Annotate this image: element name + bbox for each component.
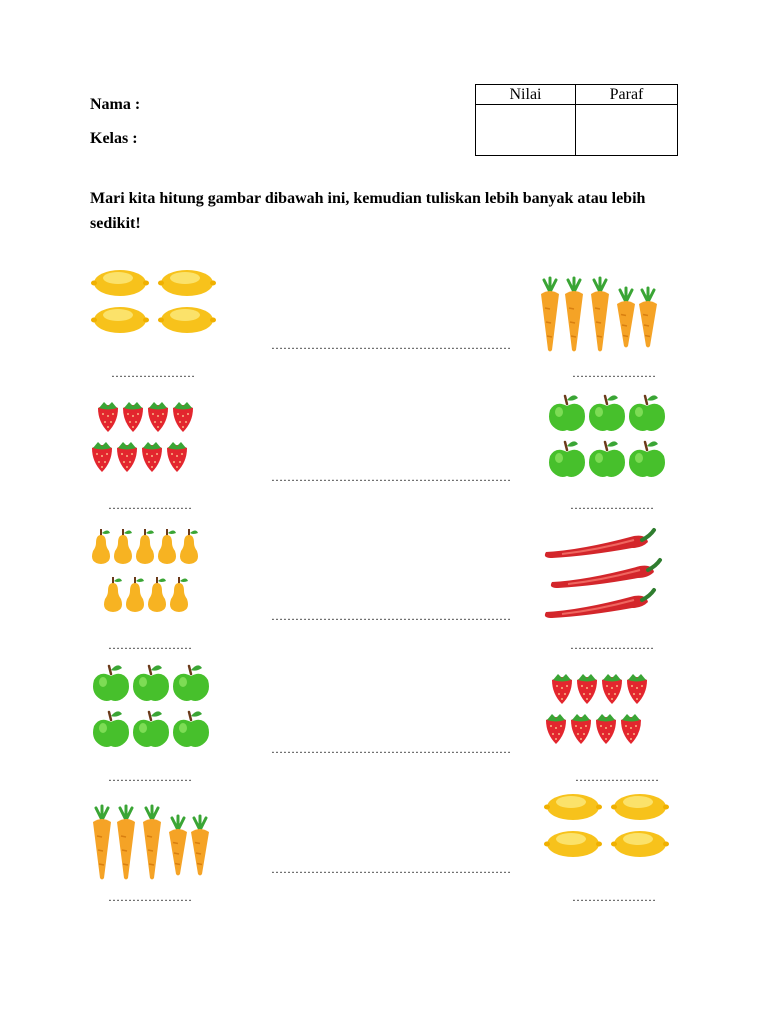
score-header: Nilai <box>476 85 576 105</box>
pear-icon <box>158 529 176 564</box>
carrot-icon <box>169 816 187 876</box>
strawberry-icon <box>167 442 187 472</box>
lemon-icon <box>158 270 216 296</box>
row3-answer-blank[interactable]: …………………………………………………… <box>271 609 511 623</box>
sign-box[interactable] <box>576 105 678 156</box>
apple-icon <box>173 711 209 747</box>
apple-icon <box>629 395 665 431</box>
strawberry-icon <box>621 714 641 744</box>
lemon-icon <box>91 270 149 296</box>
pear-icon <box>114 529 132 564</box>
strawberry-icon <box>596 714 616 744</box>
strawberry-icon <box>577 674 597 704</box>
lemon-icon <box>611 831 669 857</box>
lemon-icon <box>544 794 602 820</box>
strawberry-icon <box>173 402 193 432</box>
row5-right-lemons <box>545 792 675 872</box>
lemon-icon <box>611 794 669 820</box>
strawberry-icon <box>142 442 162 472</box>
row4-left-count-blank[interactable]: ………………… <box>108 770 192 784</box>
row1-right-count-blank[interactable]: ………………… <box>572 366 656 380</box>
carrot-icon <box>541 278 559 352</box>
carrot-icon <box>117 806 135 880</box>
grade-table <box>475 84 678 156</box>
pear-icon <box>170 577 188 612</box>
apple-icon <box>93 665 129 701</box>
row3-right-count-blank[interactable]: ………………… <box>570 638 654 652</box>
row2-left-count-blank[interactable]: ………………… <box>108 498 192 512</box>
strawberry-icon <box>627 674 647 704</box>
row3-left-pears <box>90 527 205 619</box>
instruction-text: Mari kita hitung gambar dibawah ini, kemudian tuliskan lebih banyak atau lebih sedikit! <box>90 190 646 232</box>
strawberry-icon <box>92 442 112 472</box>
row1-left-lemons <box>92 268 222 348</box>
pear-icon <box>180 529 198 564</box>
strawberry-icon <box>602 674 622 704</box>
row2-answer-blank[interactable]: …………………………………………………… <box>271 470 511 484</box>
class-label: Kelas : <box>90 130 138 147</box>
strawberry-icon <box>546 714 566 744</box>
row4-left-apples <box>92 660 217 752</box>
apple-icon <box>93 711 129 747</box>
score-box[interactable] <box>476 105 576 156</box>
carrot-icon <box>143 806 161 880</box>
chili-icon <box>551 560 660 588</box>
strawberry-icon <box>123 402 143 432</box>
strawberry-icon <box>117 442 137 472</box>
row1-answer-blank[interactable]: …………………………………………………… <box>271 338 511 352</box>
lemon-icon <box>544 831 602 857</box>
strawberry-icon <box>552 674 572 704</box>
apple-icon <box>173 665 209 701</box>
apple-icon <box>133 665 169 701</box>
lemon-icon <box>158 307 216 333</box>
row2-right-apples <box>548 390 673 482</box>
strawberry-icon <box>571 714 591 744</box>
apple-icon <box>549 441 585 477</box>
row1-right-carrots <box>540 272 670 350</box>
lemon-icon <box>91 307 149 333</box>
chili-icon <box>545 590 654 618</box>
apple-icon <box>549 395 585 431</box>
pear-icon <box>126 577 144 612</box>
carrot-icon <box>639 288 657 348</box>
row4-right-count-blank[interactable]: ………………… <box>575 770 659 784</box>
chili-icon <box>545 530 654 558</box>
row5-left-carrots <box>92 800 222 878</box>
apple-icon <box>589 395 625 431</box>
row5-left-count-blank[interactable]: ………………… <box>108 890 192 904</box>
apple-icon <box>629 441 665 477</box>
carrot-icon <box>191 816 209 876</box>
row3-left-count-blank[interactable]: ………………… <box>108 638 192 652</box>
row3-right-chilies <box>540 528 670 620</box>
row5-answer-blank[interactable]: …………………………………………………… <box>271 862 511 876</box>
row4-answer-blank[interactable]: …………………………………………………… <box>271 742 511 756</box>
apple-icon <box>133 711 169 747</box>
name-label: Nama : <box>90 96 141 113</box>
carrot-icon <box>93 806 111 880</box>
row2-left-strawberries <box>92 400 202 480</box>
row4-right-strawberries <box>546 672 671 752</box>
row5-right-count-blank[interactable]: ………………… <box>572 890 656 904</box>
pear-icon <box>104 577 122 612</box>
sign-header: Paraf <box>576 85 678 105</box>
strawberry-icon <box>98 402 118 432</box>
strawberry-icon <box>148 402 168 432</box>
pear-icon <box>136 529 154 564</box>
carrot-icon <box>617 288 635 348</box>
pear-icon <box>148 577 166 612</box>
carrot-icon <box>565 278 583 352</box>
carrot-icon <box>591 278 609 352</box>
apple-icon <box>589 441 625 477</box>
row1-left-count-blank[interactable]: ………………… <box>111 366 195 380</box>
pear-icon <box>92 529 110 564</box>
row2-right-count-blank[interactable]: ………………… <box>570 498 654 512</box>
